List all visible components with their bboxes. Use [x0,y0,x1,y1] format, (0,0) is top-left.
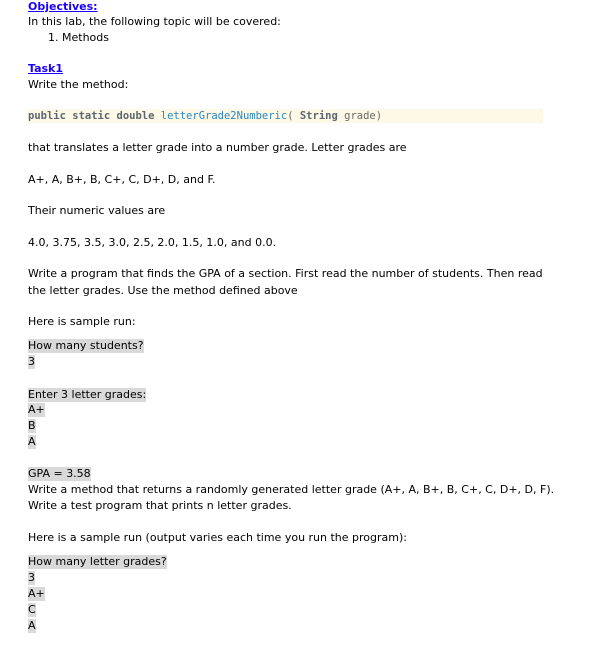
code-param-type: String [299,110,338,122]
objectives-list-item: 1. Methods [48,31,109,44]
code-param-name: grade [344,110,376,122]
code-method-name: letterGrade2Numberic [160,110,288,122]
sample-output-line: A [28,619,36,632]
sample-output-line: A+ [28,403,45,416]
code-modifiers: public static double [28,110,155,122]
paragraph: Here is a sample run (output varies each time you run the program): [28,531,407,544]
sample-output-line: B [28,419,36,432]
objectives-heading: Objectives: [28,0,98,13]
sample-output-line: A [28,435,36,448]
sample-output-line: How many letter grades? [28,555,167,568]
paragraph: Their numeric values are [28,204,166,217]
paragraph: Write a method that returns a randomly generated letter grade (A+, A, B+, B, C+, C, D+, D, F). [28,483,555,496]
paragraph: that translates a letter grade into a number grade. Letter grades are [28,141,407,154]
code-close-paren: ) [375,110,383,122]
paragraph: the letter grades. Use the method defined above [28,284,298,297]
sample-output-line: C [28,603,36,616]
sample-output-line: 3 [28,355,35,368]
objectives-intro: In this lab, the following topic will be covered: [28,15,281,28]
paragraph: Here is sample run: [28,315,136,328]
sample-output-line: How many students? [28,339,144,352]
method-signature [28,109,543,123]
sample-output-line: Enter 3 letter grades: [28,388,147,401]
paragraph: A+, A, B+, B, C+, C, D+, D, and F. [28,173,216,186]
paragraph: Write a test program that prints n letter grades. [28,499,292,512]
task1-heading: Task1 [28,62,64,75]
task-text: Write the method: [28,78,129,91]
sample-output-line: A+ [28,587,45,600]
paragraph: Write a program that finds the GPA of a section. First read the number of students. Then read [28,267,543,280]
sample-output-line: GPA = 3.58 [28,467,91,480]
code-open-paren: ( [287,110,294,122]
paragraph: 4.0, 3.75, 3.5, 3.0, 2.5, 2.0, 1.5, 1.0, and 0.0. [28,236,277,249]
sample-output-line: 3 [28,571,35,584]
